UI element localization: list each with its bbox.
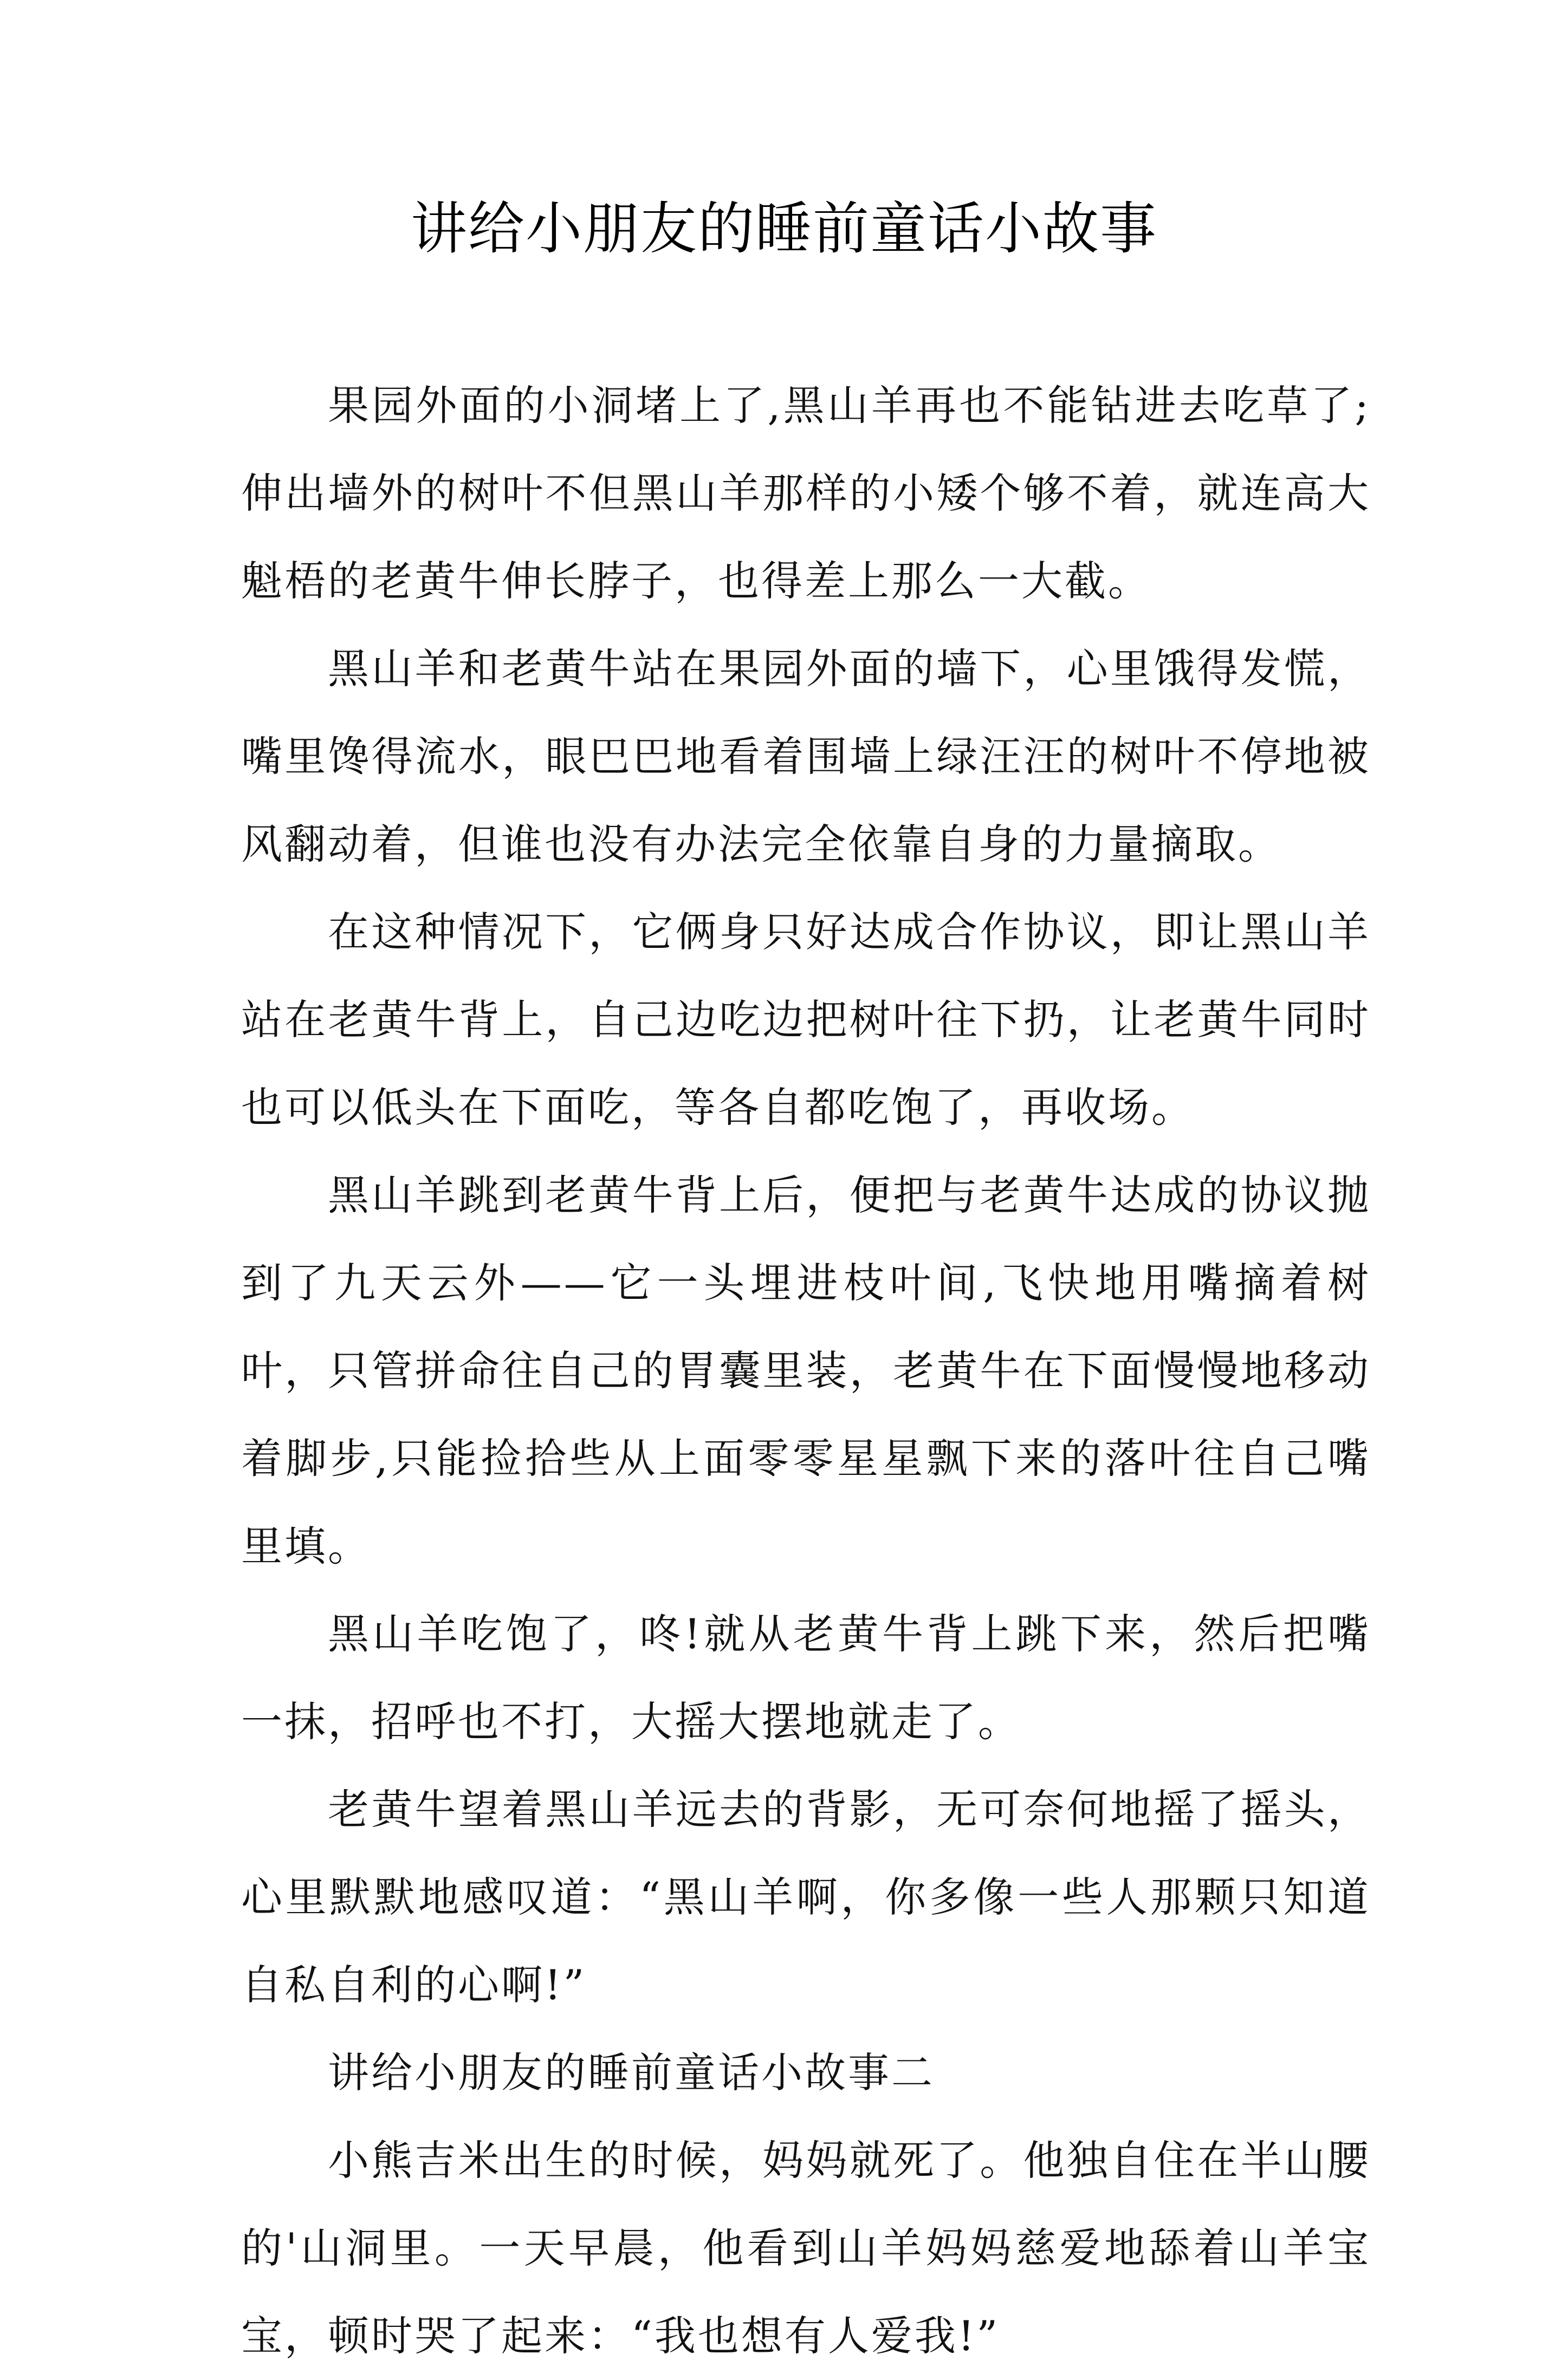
paragraph-7: 小熊吉米出生的时候，妈妈就死了。他独自住在半山腰的'山洞里。一天早晨，他看到山羊妈妈慈爱地舔着山羊宝宝，顿时哭了起来：“我也想有人爱我!”	[241, 2136, 1371, 2360]
document-body	[241, 362, 1371, 2380]
paragraph-1: 果园外面的小洞堵上了,黑山羊再也不能钻进去吃草了;伸出墙外的树叶不但黑山羊那样的小矮个够不着，就连高大魁梧的老黄牛伸长脖子，也得差上那么一大截。	[241, 381, 1371, 605]
paragraph-4: 黑山羊跳到老黄牛背上后，便把与老黄牛达成的协议抛到了九天云外——它一头埋进枝叶间,飞快地用嘴摘着树叶，只管拼命往自己的胃囊里装，老黄牛在下面慢慢地移动着脚步,只能捡拾些从上面零零星星飘下来的落叶往自己嘴里填。	[241, 1171, 1371, 1570]
paragraph-3: 在这种情况下，它俩身只好达成合作协议，即让黑山羊站在老黄牛背上，自己边吃边把树叶往下扔，让老黄牛同时也可以低头在下面吃，等各自都吃饱了，再收场。	[241, 908, 1371, 1132]
paragraph-2: 黑山羊和老黄牛站在果园外面的墙下，心里饿得发慌，嘴里馋得流水，眼巴巴地看着围墙上绿汪汪的树叶不停地被风翻动着，但谁也没有办法完全依靠自身的力量摘取。	[241, 645, 1371, 868]
document-title: 讲给小朋友的睡前童话小故事	[410, 196, 1157, 262]
section-heading-2: 讲给小朋友的睡前童话小故事二	[328, 2049, 935, 2097]
paragraph-6: 老黄牛望着黑山羊远去的背影，无可奈何地摇了摇头，心里默默地感叹道：“黑山羊啊，你多像一些人那颗只知道自私自利的心啊!”	[241, 1785, 1371, 2009]
paragraph-5: 黑山羊吃饱了，咚!就从老黄牛背上跳下来，然后把嘴一抹，招呼也不打，大摇大摆地就走了。	[241, 1610, 1371, 1746]
